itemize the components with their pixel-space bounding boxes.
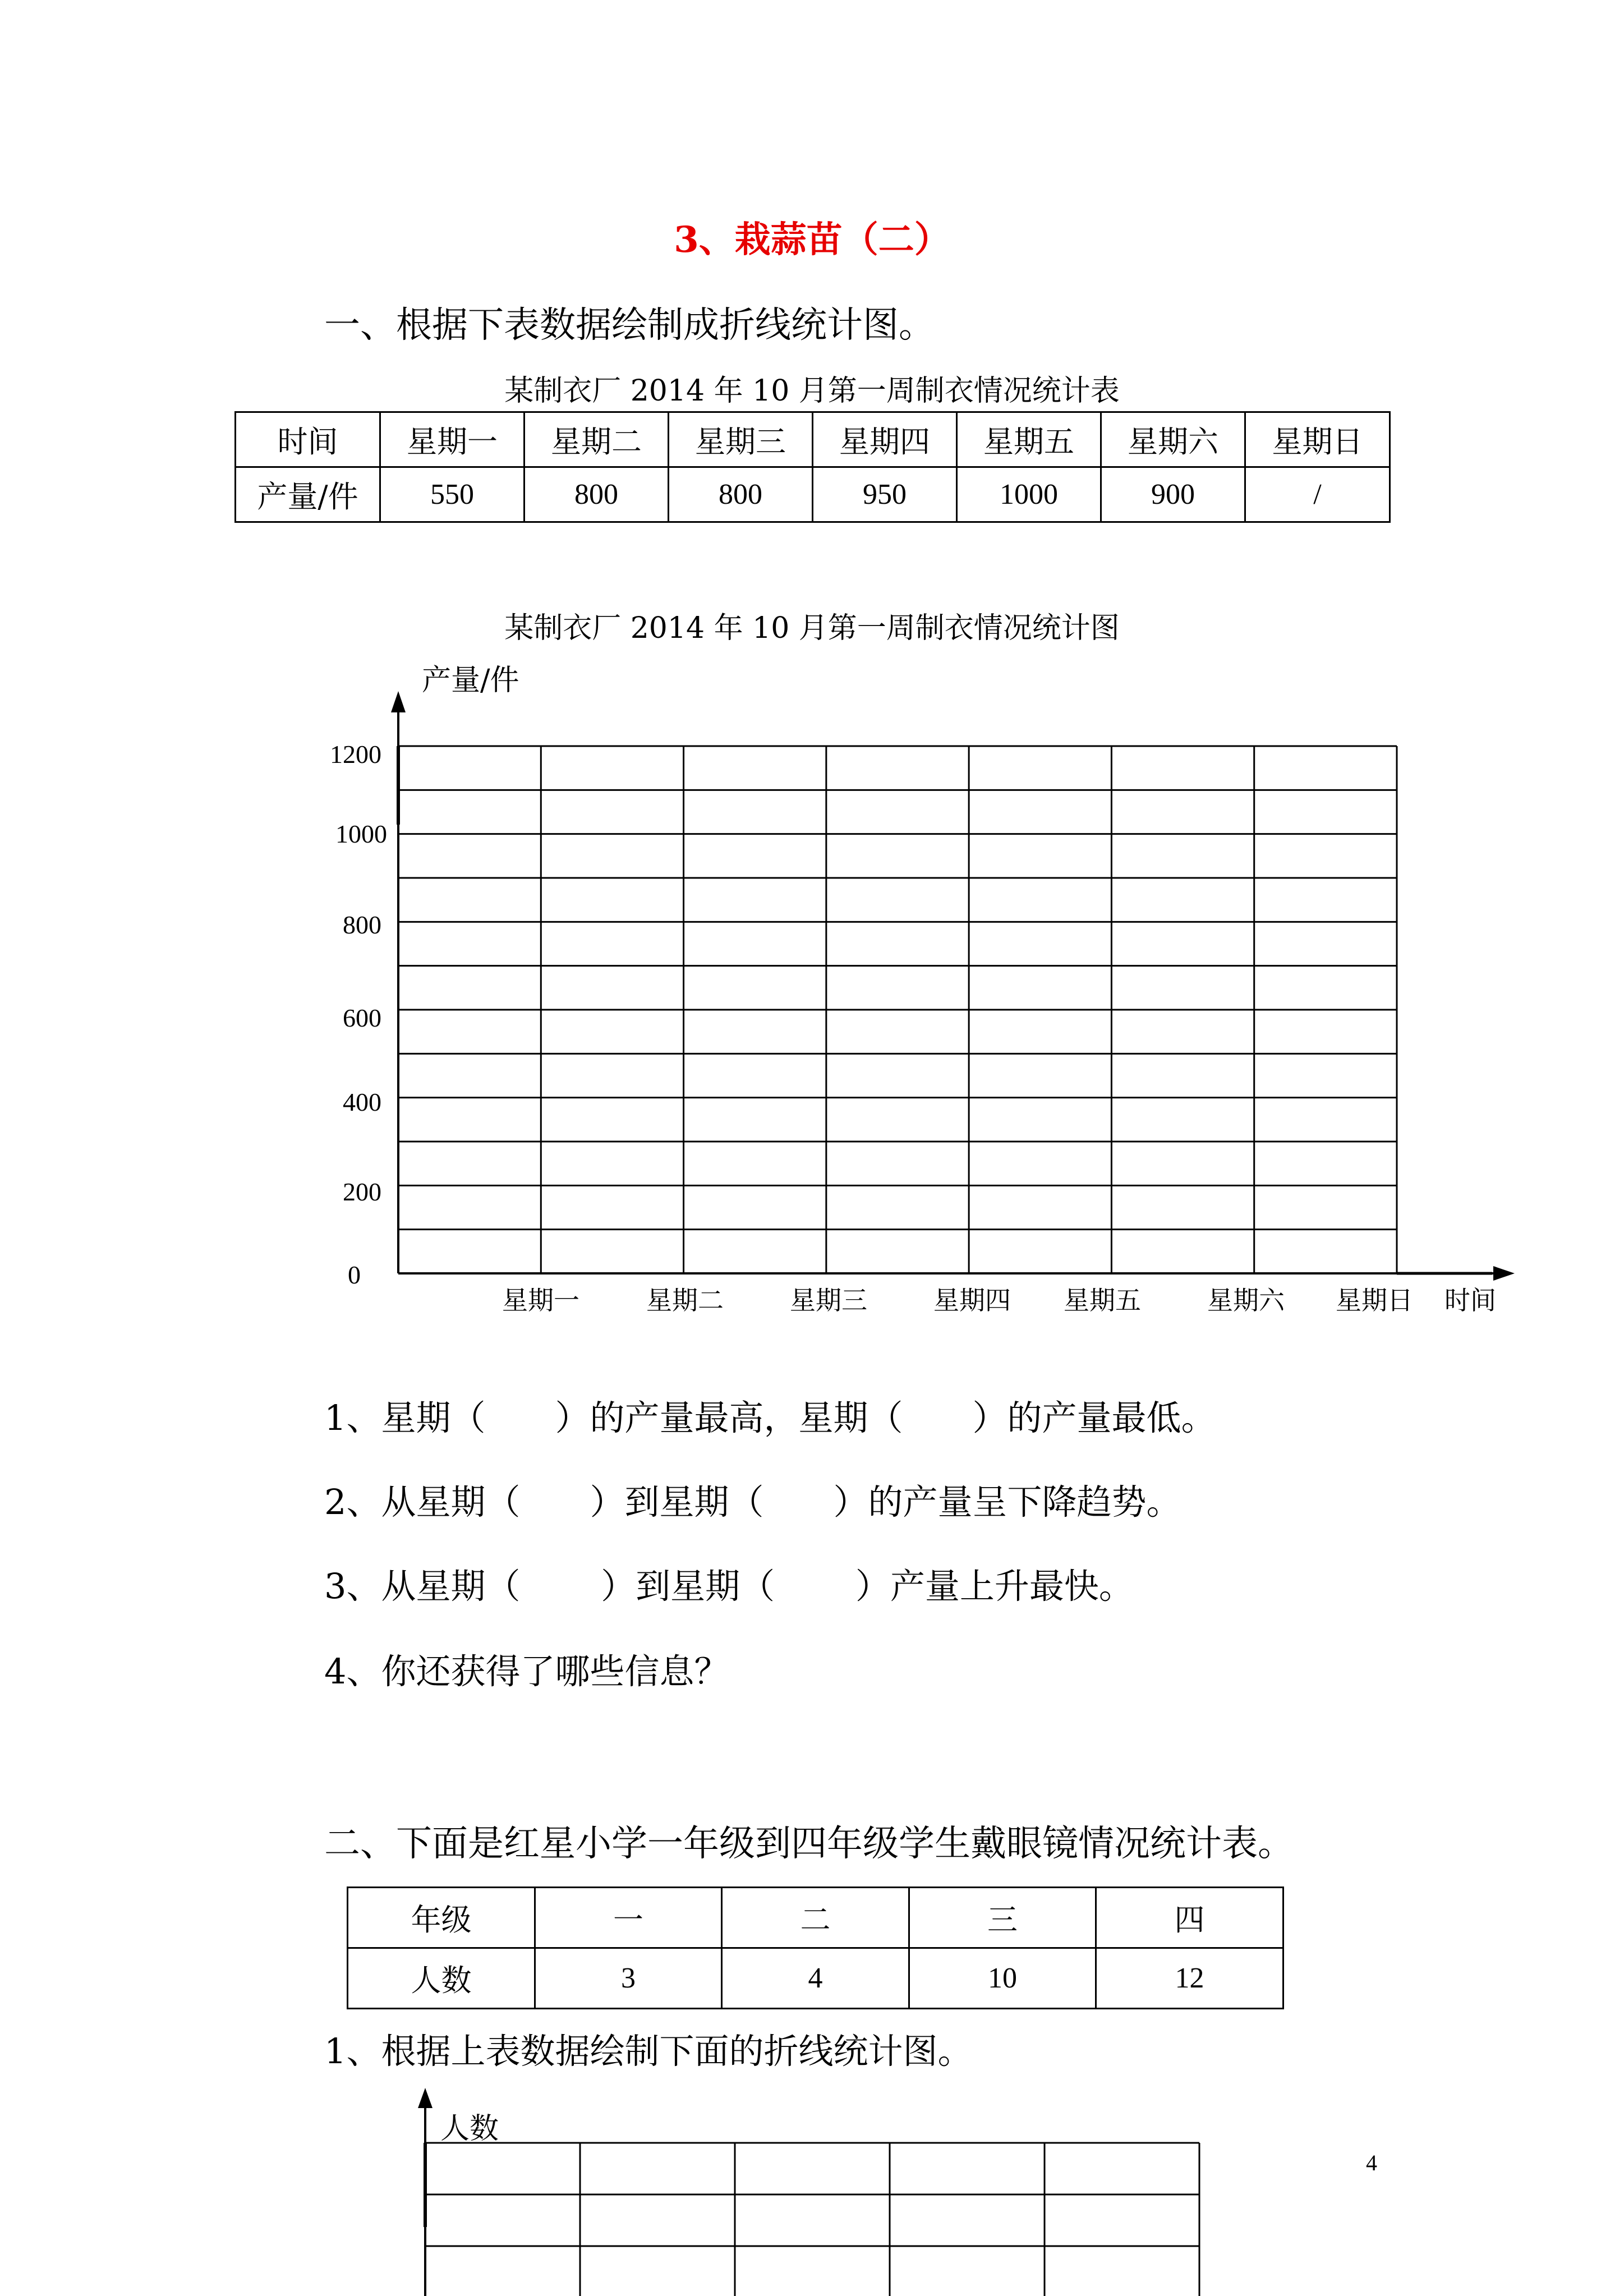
- x-axis-arrow: [1493, 1266, 1515, 1281]
- table-row: [348, 1948, 1283, 2009]
- x-tick-label: 星期三: [790, 1285, 867, 1315]
- question-3: 3、从星期（ ）到星期（ ）产量上升最快。: [324, 1566, 1134, 1607]
- table1-caption: 某制衣厂 2014 年 10 月第一周制衣情况统计表: [504, 374, 1120, 408]
- table-cell: 星期二: [525, 412, 669, 467]
- y-tick-label: 600: [343, 1004, 381, 1032]
- x-tick-label: 星期五: [1064, 1285, 1141, 1315]
- table-cell: 二: [722, 1888, 909, 1948]
- table-cell: 时间: [236, 412, 380, 467]
- y-tick-label: 1200: [330, 740, 381, 769]
- glasses-line-chart: [0, 2076, 1624, 2296]
- chart-grid: [425, 2143, 1199, 2296]
- glasses-table: [347, 1887, 1284, 2009]
- x-tick-label: 星期日: [1336, 1285, 1413, 1315]
- table-header-row: [348, 1888, 1283, 1948]
- question-2: 2、从星期（ ）到星期（ ）的产量呈下降趋势。: [324, 1481, 1181, 1522]
- x-axis-title: 时间: [1444, 1285, 1496, 1315]
- y-tick-label: 200: [343, 1177, 381, 1206]
- y-axis-title: 产量/件: [422, 664, 519, 697]
- section2-heading: 二、下面是红星小学一年级到四年级学生戴眼镜情况统计表。: [324, 1823, 1294, 1865]
- table-cell: 星期五: [957, 412, 1101, 467]
- table-cell: 12: [1096, 1948, 1283, 2009]
- page-title: 3、栽蒜苗（二）: [674, 219, 950, 261]
- table-cell: 800: [669, 467, 813, 522]
- y-axis-arrow: [391, 691, 406, 712]
- table-cell: 四: [1096, 1888, 1283, 1948]
- section2-question-1: 1、根据上表数据绘制下面的折线统计图。: [324, 2031, 973, 2072]
- y-tick-label: 1000: [335, 820, 387, 848]
- table-cell: 3: [535, 1948, 722, 2009]
- table-cell: 星期六: [1101, 412, 1245, 467]
- x-tick-label: 星期六: [1207, 1285, 1285, 1315]
- table-cell: /: [1245, 467, 1390, 522]
- y-tick-label: 0: [348, 1260, 361, 1289]
- table-cell: 10: [909, 1948, 1096, 2009]
- table-cell: 星期三: [669, 412, 813, 467]
- table-cell: 一: [535, 1888, 722, 1948]
- chart-grid: [398, 746, 1397, 1273]
- table-cell: 星期一: [380, 412, 525, 467]
- table-cell: 三: [909, 1888, 1096, 1948]
- x-tick-label: 星期一: [502, 1285, 579, 1315]
- table-cell: 星期四: [813, 412, 957, 467]
- table-cell: 900: [1101, 467, 1245, 522]
- y-tick-label: 800: [343, 910, 381, 939]
- table-cell: 星期日: [1245, 412, 1390, 467]
- table-cell: 1000: [957, 467, 1101, 522]
- page-number: 4: [1366, 2150, 1377, 2175]
- x-tick-label: 星期二: [646, 1285, 724, 1315]
- table-cell: 产量/件: [236, 467, 380, 522]
- table-cell: 550: [380, 467, 525, 522]
- y-tick-label: 400: [343, 1088, 381, 1116]
- y-axis-title: 人数: [440, 2112, 499, 2146]
- question-1: 1、星期（ ）的产量最高，星期（ ）的产量最低。: [324, 1397, 1216, 1438]
- y-axis-arrow: [418, 2088, 433, 2108]
- table-cell: 4: [722, 1948, 909, 2009]
- question-4: 4、你还获得了哪些信息？: [324, 1651, 729, 1692]
- table-cell: 950: [813, 467, 957, 522]
- chart1-caption: 某制衣厂 2014 年 10 月第一周制衣情况统计图: [504, 611, 1120, 645]
- section1-heading: 一、根据下表数据绘制成折线统计图。: [324, 305, 935, 346]
- table-cell: 800: [525, 467, 669, 522]
- table-cell: 年级: [348, 1888, 535, 1948]
- table-cell: 人数: [348, 1948, 535, 2009]
- x-tick-label: 星期四: [933, 1285, 1011, 1315]
